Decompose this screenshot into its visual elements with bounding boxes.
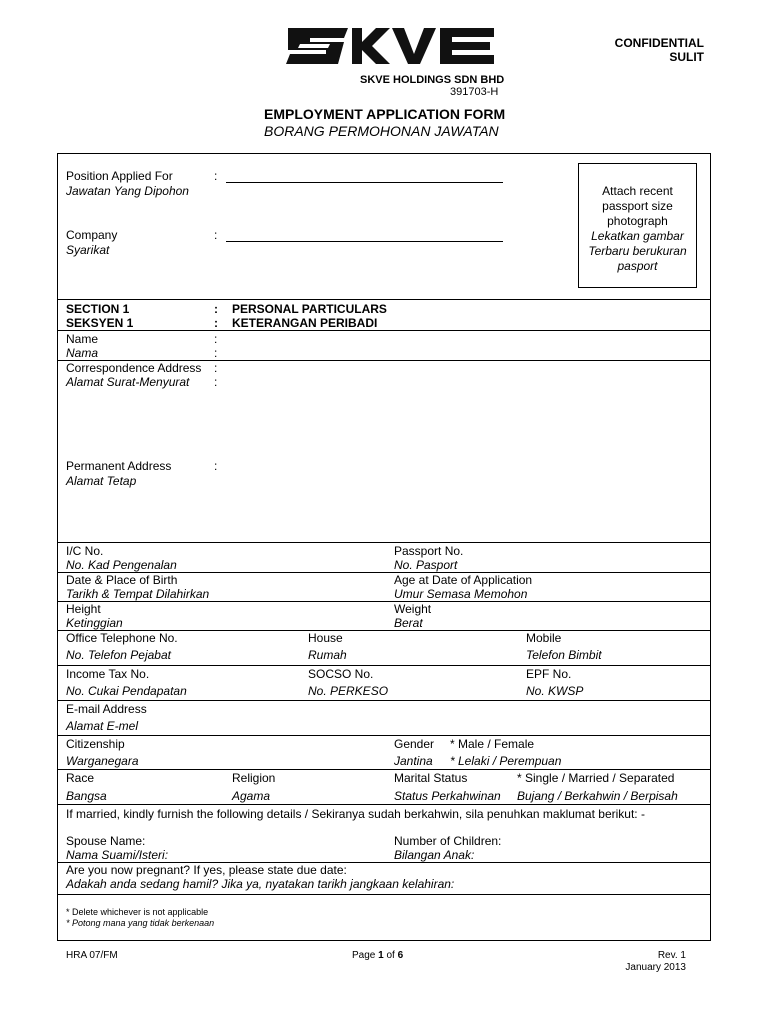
revision: Rev. 1 xyxy=(657,950,686,961)
race-label-malay: Bangsa xyxy=(66,789,107,803)
house-phone-label-malay: Rumah xyxy=(308,648,347,662)
form-code: HRA 07/FM xyxy=(66,950,118,961)
passport-label-malay: No. Pasport xyxy=(394,558,458,572)
dob-label: Date & Place of Birth xyxy=(66,573,178,587)
company-reg-no: 391703-H xyxy=(450,86,499,98)
skve-logo xyxy=(286,24,498,72)
photo-instruction-malay: Lekatkan gambar xyxy=(591,229,684,243)
form-title-malay: BORANG PERMOHONAN JAWATAN xyxy=(264,123,499,139)
correspondence-address-input[interactable] xyxy=(230,362,708,452)
section-title-malay: KETERANGAN PERIBADI xyxy=(232,316,378,330)
photo-instruction: passport size xyxy=(602,199,673,213)
gender-options-malay[interactable]: * Lelaki / Perempuan xyxy=(450,754,562,768)
ic-label-malay: No. Kad Pengenalan xyxy=(66,558,177,572)
logo-v-shape xyxy=(392,28,436,64)
photo-instruction-malay: pasport xyxy=(617,259,658,273)
height-label: Height xyxy=(66,602,101,616)
weight-label-malay: Berat xyxy=(394,616,423,630)
photo-instruction-malay: Terbaru berukuran xyxy=(588,244,687,258)
photo-box[interactable] xyxy=(578,163,697,288)
pregnant-question-malay: Adakah anda sedang hamil? Jika ya, nyatakan tarikh jangkaan kelahiran: xyxy=(66,877,455,891)
page-label: Page xyxy=(352,950,379,961)
confidential-label: CONFIDENTIAL xyxy=(614,36,704,50)
position-label: Position Applied For xyxy=(66,169,173,183)
company-input-line[interactable] xyxy=(226,241,503,242)
logo-k-shape xyxy=(352,28,390,64)
photo-instruction: photograph xyxy=(607,214,668,228)
colon: : xyxy=(214,316,218,330)
children-label: Number of Children: xyxy=(394,834,502,848)
mobile-phone-label-malay: Telefon Bimbit xyxy=(526,648,602,662)
mobile-phone-label: Mobile xyxy=(526,631,562,645)
married-note: If married, kindly furnish the following details / Sekiranya sudah berkahwin, sila penuhkan maklumat berikut: - xyxy=(66,807,645,821)
weight-label: Weight xyxy=(394,602,432,616)
citizenship-label: Citizenship xyxy=(66,737,125,751)
form-title: EMPLOYMENT APPLICATION FORM xyxy=(264,106,506,122)
page-number xyxy=(352,950,403,962)
income-tax-label: Income Tax No. xyxy=(66,667,150,681)
marital-status-options-malay[interactable]: Bujang / Berkahwin / Berpisah xyxy=(517,789,678,803)
citizenship-label-malay: Warganegara xyxy=(66,754,139,768)
religion-label: Religion xyxy=(232,771,276,785)
email-label: E-mail Address xyxy=(66,702,147,716)
height-label-malay: Ketinggian xyxy=(66,616,123,630)
permanent-address-input[interactable] xyxy=(230,456,708,540)
colon: : xyxy=(214,228,218,242)
age-label-malay: Umur Semasa Memohon xyxy=(394,587,528,601)
dob-label-malay: Tarikh & Tempat Dilahirkan xyxy=(66,587,210,601)
position-label-malay: Jawatan Yang Dipohon xyxy=(66,184,189,198)
colon: : xyxy=(214,332,218,346)
race-label: Race xyxy=(66,771,95,785)
permanent-address-label-malay: Alamat Tetap xyxy=(66,474,137,488)
delete-note: * Delete whichever is not applicable xyxy=(66,907,209,917)
email-label-malay: Alamat E-mel xyxy=(66,719,139,733)
company-label-malay: Syarikat xyxy=(66,243,110,257)
office-phone-label: Office Telephone No. xyxy=(66,631,178,645)
correspondence-address-label-malay: Alamat Surat-Menyurat xyxy=(66,375,190,389)
socso-label-malay: No. PERKESO xyxy=(308,684,389,698)
name-label: Name xyxy=(66,332,99,346)
section-label: SECTION 1 xyxy=(66,302,130,316)
marital-status-options[interactable]: * Single / Married / Separated xyxy=(517,771,675,785)
colon: : xyxy=(214,346,218,360)
logo-e-shape xyxy=(440,28,494,64)
colon: : xyxy=(214,459,218,473)
marital-status-label: Marital Status xyxy=(394,771,468,785)
income-tax-label-malay: No. Cukai Pendapatan xyxy=(66,684,187,698)
colon: : xyxy=(214,302,218,316)
socso-label: SOCSO No. xyxy=(308,667,374,681)
epf-label: EPF No. xyxy=(526,667,572,681)
colon: : xyxy=(214,375,218,389)
house-phone-label: House xyxy=(308,631,343,645)
position-input-line[interactable] xyxy=(226,182,503,183)
children-label-malay: Bilangan Anak: xyxy=(394,848,475,862)
company-label: Company xyxy=(66,228,118,242)
office-phone-label-malay: No. Telefon Pejabat xyxy=(66,648,171,662)
section-title: PERSONAL PARTICULARS xyxy=(232,302,387,316)
revision-date: January 2013 xyxy=(625,962,686,973)
passport-label: Passport No. xyxy=(394,544,464,558)
page-total: 6 xyxy=(397,950,404,961)
gender-options[interactable]: * Male / Female xyxy=(450,737,535,751)
spouse-name-label-malay: Nama Suami/Isteri: xyxy=(66,848,169,862)
pregnant-question: Are you now pregnant? If yes, please state due date: xyxy=(66,863,347,877)
section-label-malay: SEKSYEN 1 xyxy=(66,316,134,330)
company-name: SKVE HOLDINGS SDN BHD xyxy=(360,74,505,86)
correspondence-address-label: Correspondence Address xyxy=(66,361,202,375)
colon: : xyxy=(214,169,218,183)
religion-label-malay: Agama xyxy=(232,789,271,803)
gender-label-malay: Jantina xyxy=(394,754,433,768)
photo-instruction: Attach recent xyxy=(602,184,673,198)
age-label: Age at Date of Application xyxy=(394,573,533,587)
delete-note-malay: * Potong mana yang tidak berkenaan xyxy=(66,918,215,928)
permanent-address-label: Permanent Address xyxy=(66,459,172,473)
spouse-name-label: Spouse Name: xyxy=(66,834,146,848)
epf-label-malay: No. KWSP xyxy=(526,684,584,698)
marital-status-label-malay: Status Perkahwinan xyxy=(394,789,501,803)
colon: : xyxy=(214,361,218,375)
name-input[interactable] xyxy=(230,331,708,359)
page-of: of xyxy=(383,950,398,961)
page-current: 1 xyxy=(378,950,384,961)
name-label-malay: Nama xyxy=(66,346,99,360)
sulit-label: SULIT xyxy=(669,50,704,64)
ic-label: I/C No. xyxy=(66,544,104,558)
gender-label: Gender xyxy=(394,737,435,751)
